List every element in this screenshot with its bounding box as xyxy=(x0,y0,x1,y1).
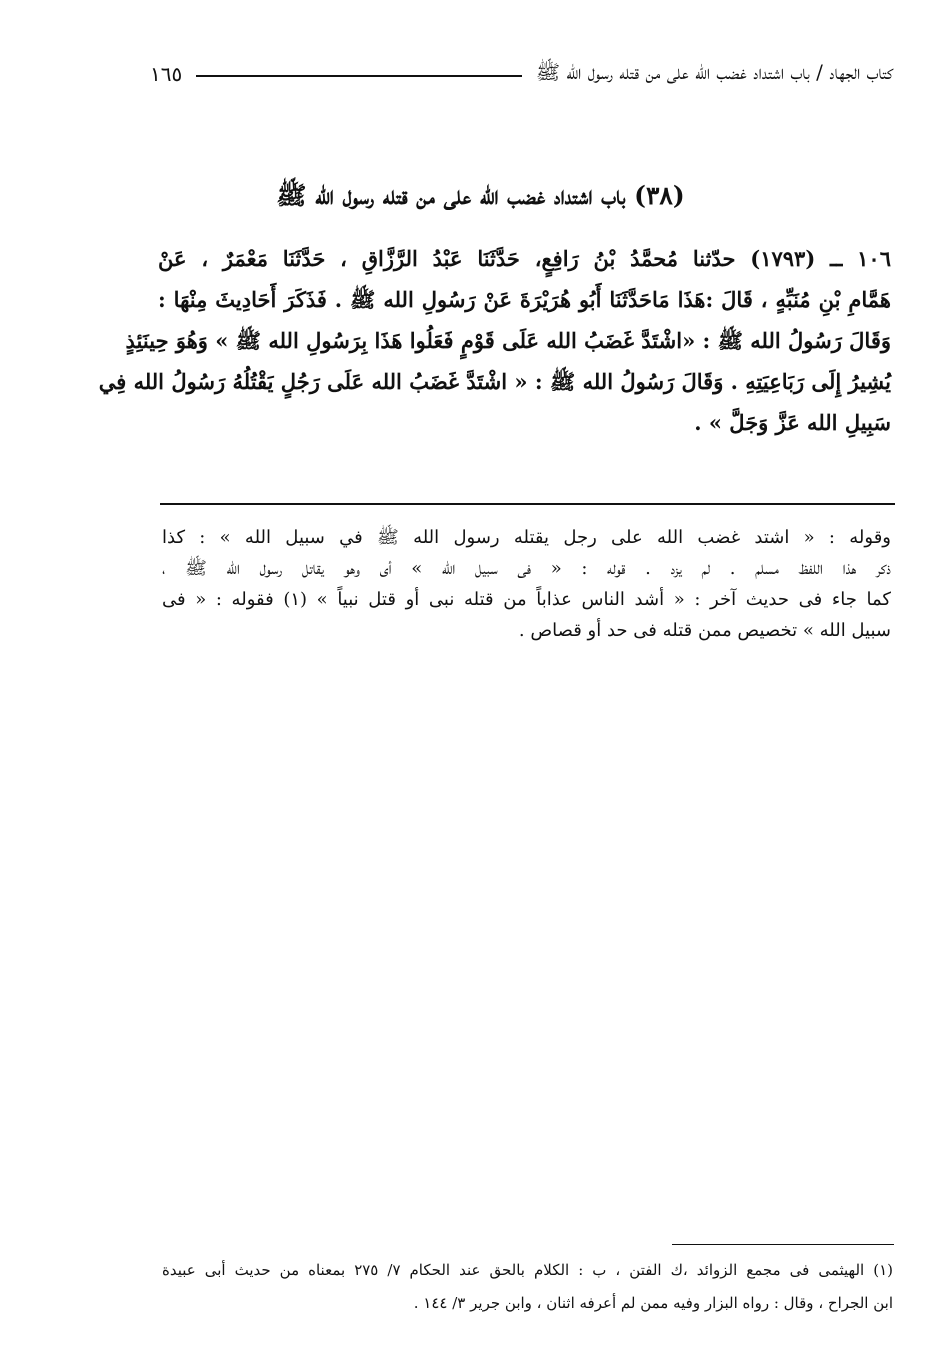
hadith-line: ١٠٦ ــ (١٧٩٣) حدّثنا مُحمَّدُ بْنُ رَافِعٍ، حَدَّثَنَا عَبْدُ الرَّزَّاقِ ، حَدَّثَنَا مَعْمَرٌ ، عَنْ xyxy=(158,246,891,271)
footnote-line: ابن الجراح ، وقال : رواه البزار وفيه ممن لم أعرفه اثنان ، وابن جرير ٣/ ١٤٤ . xyxy=(413,1294,893,1312)
footnote-line: (١) الهيثمى فى مجمع الزوائد ،ك الفتن ، ب : الكلام بالحق عند الحكام ٧/ ٢٧٥ بمعناه من حديث أبى عبيدة xyxy=(162,1261,893,1279)
commentary-text xyxy=(162,522,891,646)
running-title: كتاب الجهاد / باب اشتداد غضب الله على من قتله رسول الله ﷺ xyxy=(535,59,893,84)
commentary-line: وقوله : « اشتد غضب الله على رجل يقتله رسول الله ﷺ في سبيل الله » : كذا xyxy=(162,527,891,548)
hadith-line: وَقَالَ رَسُولُ الله ﷺ : «اشْتَدَّ غَضَبُ الله عَلَى قَوْمٍ فَعَلُوا هَذَا بِرَسُولِ الله ﷺ » وَهُوَ حِينَئِذٍ xyxy=(125,328,891,353)
commentary-line: ذكر هذا اللفظ مسلم . لم يزد . قوله : « فى سبيل الله » أى وهو يقاتل رسول الله ﷺ ، xyxy=(162,558,891,579)
hadith-text xyxy=(98,238,891,443)
commentary-line: سبيل الله » تخصيص ممن قتله فى حد أو قصاص . xyxy=(518,620,891,641)
footnotes xyxy=(162,1254,893,1320)
section-divider xyxy=(160,503,895,505)
page-number: ١٦٥ xyxy=(150,62,183,86)
hadith-line: هَمَّامِ بْنِ مُنَبِّهٍ ، قَالَ :هَذَا مَاحَدَّثَنَا أَبُو هُرَيْرَةَ عَنْ رَسُولِ الله ﷺ . فَذَكَرَ أَحَادِيثَ مِنْهَا : xyxy=(158,287,891,312)
chapter-heading: (٣٨) باب اشتداد غضب الله على من قتله رسول الله ﷺ xyxy=(276,181,685,210)
page-header xyxy=(150,58,893,90)
header-rule xyxy=(196,75,522,77)
hadith-line: يُشِيرُ إِلَى رَبَاعِيَتِهِ . وَقَالَ رَسُولُ الله ﷺ : « اشْتَدَّ غَضَبُ الله عَلَى رَجُلٍ يَقْتُلُهُ رَسُولُ الله فِي xyxy=(98,369,891,394)
footnote-divider xyxy=(672,1244,894,1245)
commentary-line: كما جاء فى حديث آخر : « أشد الناس عذاباً من قتله نبى أو قتل نبياً » (١) فقوله : « فى xyxy=(162,589,891,610)
hadith-line: سَبِيلِ الله عَزَّ وَجَلَّ » . xyxy=(694,410,891,435)
